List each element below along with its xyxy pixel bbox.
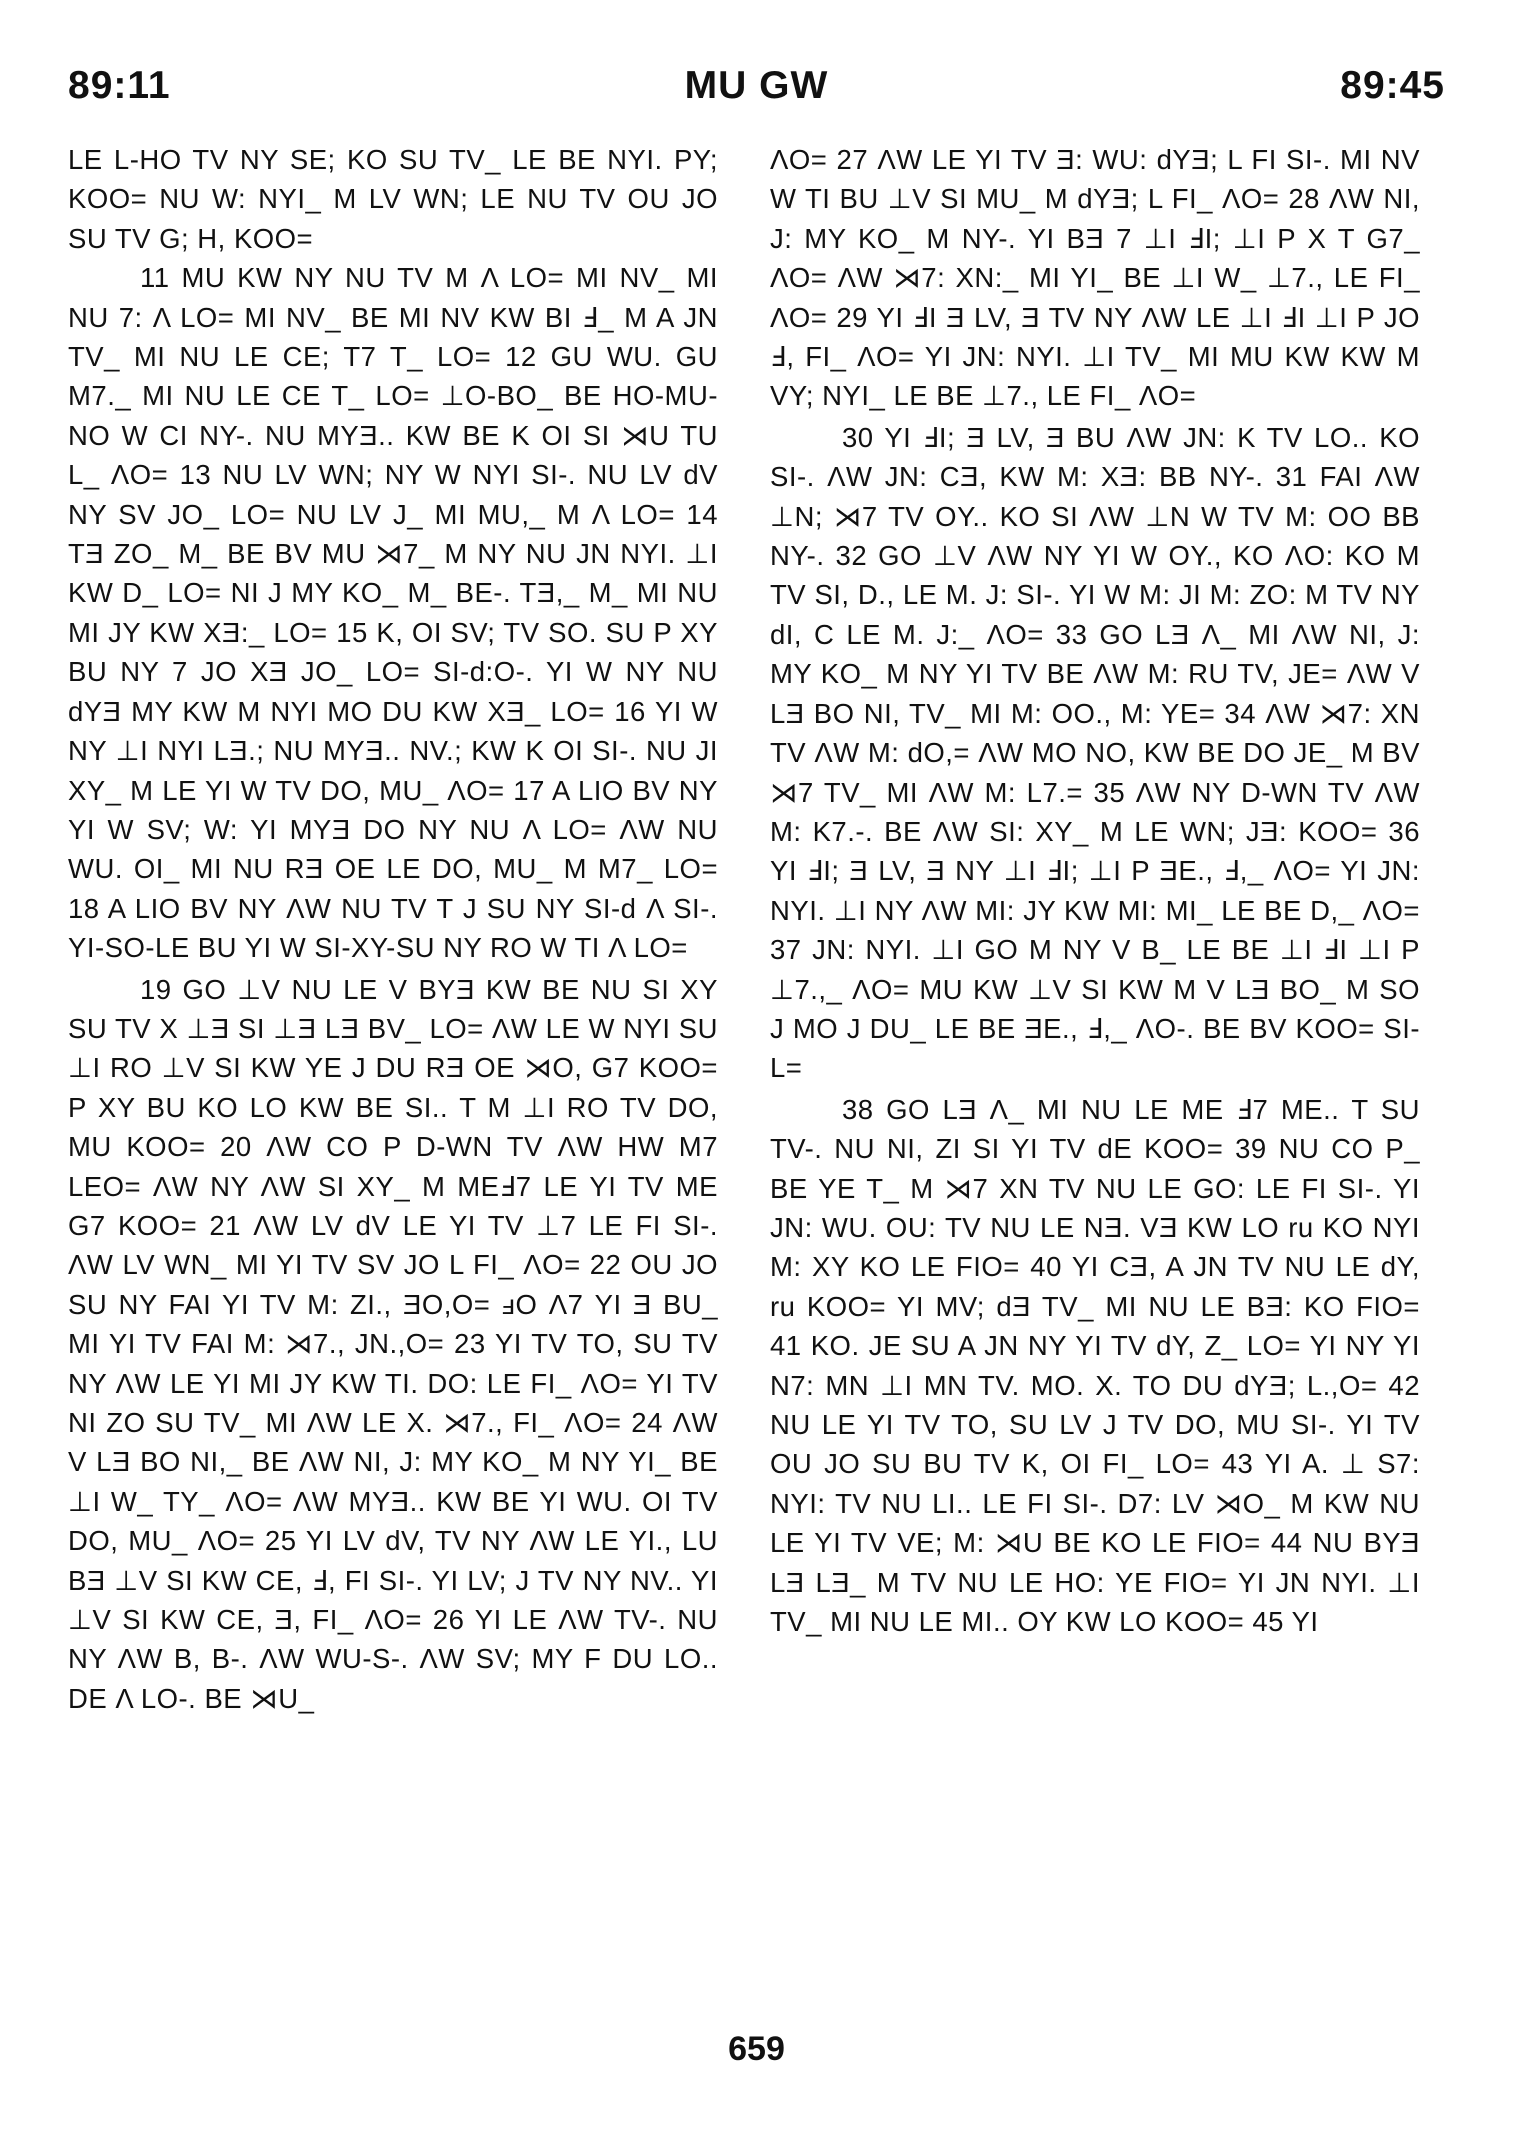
- paragraph: 38 GO LƎ Λ_ MI NU LE ME Ⅎ7 ME.. T SU TV-. NU NI, ZI SI YI TV dE KOO= 39 NU CO P_ BE YE T_ M ⋊7 XN TV NU LE GO: LE FI SI-. YI JN: WU. OU: TV NU LE NƎ. VƎ KW LO ru KO NYI M: XY KO LE FIO= 40 YI CƎ, A JN TV NU LE dY, ru KOO= YI MV; dƎ TV_ MI NU LE BƎ: KO FIO= 41 KO. JE SU A JN NY YI TV dY, Z_ LO= YI NY YI N7: MN ⊥I MN TV. MO. X. TO DU dYƎ; L.,O= 42 NU LE YI TV TO, SU LV J TV DO, MU SI-. YI TV OU JO SU BU TV K, OI FI_ LO= 43 YI A. ⊥ S7: NYI: TV NU LI.. LE FI SI-. D7: LV ⋊O_ M KW NU LE YI TV VE; M: ⋊U BE KO LE FIO= 44 NU BYƎ LƎ LƎ_ M TV NU LE HO: YE FIO= YI JN NYI. ⊥I TV_ MI NU LE MI.. OY KW LO KOO= 45 YI: [770, 1093, 1420, 1638]
- paragraph: 19 GO ⊥V NU LE V BYƎ KW BE NU SI XY SU TV X ⊥Ǝ SI ⊥Ǝ LƎ BV_ LO= ΛW LE W NYI SU ⊥I RO ⊥V SI KW YE J DU RƎ OE ⋊O, G7 KOO= P XY BU KO LO KW BE SI.. T M ⊥I RO TV DO, MU KOO= 20 ΛW CO P D-WN TV ΛW HW M7 LEO= ΛW NY ΛW SI XY_ M MEℲ7 LE YI TV ME G7 KOO= 21 ΛW LV dV LE YI TV ⊥7 LE FI SI-. ΛW LV WN_ MI YI TV SV JO L FI_ ΛO= 22 OU JO SU NY FAI YI TV M: ZI., ƎO,O= ⅎO Λ7 YI Ǝ BU_ MI YI TV FAI M: ⋊7., JN.,O= 23 YI TV TO, SU TV NY ΛW LE YI MI JY KW TI. DO: LE FI_ ΛO= YI TV NI ZO SU TV_ MI ΛW LE X. ⋊7., FI_ ΛO= 24 ΛW V LƎ BO NI,_ BE ΛW NI, J: MY KO_ M NY YI_ BE ⊥I W_ TY_ ΛO= ΛW MYƎ.. KW BE YI WU. OI TV DO, MU_ ΛO= 25 YI LV dV, TV NY ΛW LE YI., LU BƎ ⊥V SI KW CE, Ⅎ, FI SI-. YI LV; J TV NY NV.. YI ⊥V SI KW CE, Ǝ, FI_ ΛO= 26 YI LE ΛW TV-. NU NY ΛW B, B-. ΛW WU-S-. ΛW SV; MY F DU LO.. DE Λ LO-. BE ⋊U_: [68, 973, 718, 1714]
- page-number: 659: [728, 2030, 785, 2068]
- paragraph: 11 MU KW NY NU TV M Λ LO= MI NV_ MI NU 7: Λ LO= MI NV_ BE MI NV KW BI Ⅎ_ M A JN TV_ MI NU LE CE; T7 T_ LO= 12 GU WU. GU M7._ MI NU LE CE T_ LO= ⊥O-BO_ BE HO-MU-NO W CI NY-. NU MYƎ.. KW BE K OI SI ⋊U TU L_ ΛO= 13 NU LV WN; NY W NYI SI-. NU LV dV NY SV JO_ LO= NU LV J_ MI MU,_ M Λ LO= 14 TƎ ZO_ M_ BE BV MU ⋊7_ M NY NU JN NYI. ⊥I KW D_ LO= NI J MY KO_ M_ BE-. TƎ,_ M_ MI NU MI JY KW XƎ:_ LO= 15 K, OI SV; TV SO. SU P XY BU NY 7 JO XƎ JO_ LO= SI-d:O-. YI W NY NU dYƎ MY KW M NYI MO DU KW XƎ_ LO= 16 YI W NY ⊥I NYI LƎ.; NU MYƎ.. NV.; KW K OI SI-. NU JI XY_ M LE YI W TV DO, MU_ ΛO= 17 A LIO BV NY YI W SV; W: YI MYƎ DO NY NU Λ LO= ΛW NU WU. OI_ MI NU RƎ OE LE DO, MU_ M M7_ LO= 18 A LIO BV NY ΛW NU TV T J SU NY SI-d Λ SI-. YI-SO-LE BU YI W SI-XY-SU NY RO W TI Λ LO=: [68, 262, 718, 964]
- left-text-column: [68, 140, 718, 1718]
- end-reference: 89:45: [1340, 64, 1445, 107]
- paragraph: ΛO= 27 ΛW LE YI TV Ǝ: WU: dYƎ; L FI SI-. MI NV W TI BU ⊥V SI MU_ M dYƎ; L FI_ ΛO= 28 ΛW NI, J: MY KO_ M NY-. YI BƎ 7 ⊥I ℲI; ⊥I P X T G7_ ΛO= ΛW ⋊7: XN:_ MI YI_ BE ⊥I W_ ⊥7., LE FI_ ΛO= 29 YI ℲI Ǝ LV, Ǝ TV NY ΛW LE ⊥I ℲI ⊥I P JO Ⅎ, FI_ ΛO= YI JN: NYI. ⊥I TV_ MI MU KW KW M VY; NYI_ LE BE ⊥7., LE FI_ ΛO=: [770, 144, 1420, 412]
- paragraph: 30 YI ℲI; Ǝ LV, Ǝ BU ΛW JN: K TV LO.. KO SI-. ΛW JN: CƎ, KW M: XƎ: BB NY-. 31 FAI ΛW ⊥N; ⋊7 TV OY.. KO SI ΛW ⊥N W TV M: OO BB NY-. 32 GO ⊥V ΛW NY YI W OY., KO ΛO: KO M TV SI, D., LE M. J: SI-. YI W M: JI M: ZO: M TV NY dI, C LE M. J:_ ΛO= 33 GO LƎ Λ_ MI ΛW NI, J: MY KO_ M NY YI TV BE ΛW M: RU TV, JE= ΛW V LƎ BO NI, TV_ MI M: OO., M: YE= 34 ΛW ⋊7: XN TV ΛW M: dO,= ΛW MO NO, KW BE DO JE_ M BV ⋊7 TV_ MI ΛW M: L7.= 35 ΛW NY D-WN TV ΛW M: K7.-. BE ΛW SI: XY_ M LE WN; JƎ: KOO= 36 YI ℲI; Ǝ LV, Ǝ NY ⊥I ℲI; ⊥I P ƎE., Ⅎ,_ ΛO= YI JN: NYI. ⊥I NY ΛW MI: JY KW MI: MI_ LE BE D,_ ΛO= 37 JN: NYI. ⊥I GO M NY V B_ LE BE ⊥I ℲI ⊥I P ⊥7.,_ ΛO= MU KW ⊥V SI KW M V LƎ BO_ M SO J MO J DU_ LE BE ƎE., Ⅎ,_ ΛO-. BE BV KOO= SI-L=: [770, 421, 1420, 1084]
- page-header: [68, 64, 1445, 124]
- paragraph: LE L-HO TV NY SE; KO SU TV_ LE BE NYI. PY; KOO= NU W: NYI_ M LV WN; LE NU TV OU JO SU TV G; H, KOO=: [68, 144, 718, 254]
- right-text-column: [770, 140, 1420, 1641]
- start-reference: 89:11: [68, 64, 171, 107]
- running-title: MU GW: [684, 64, 829, 107]
